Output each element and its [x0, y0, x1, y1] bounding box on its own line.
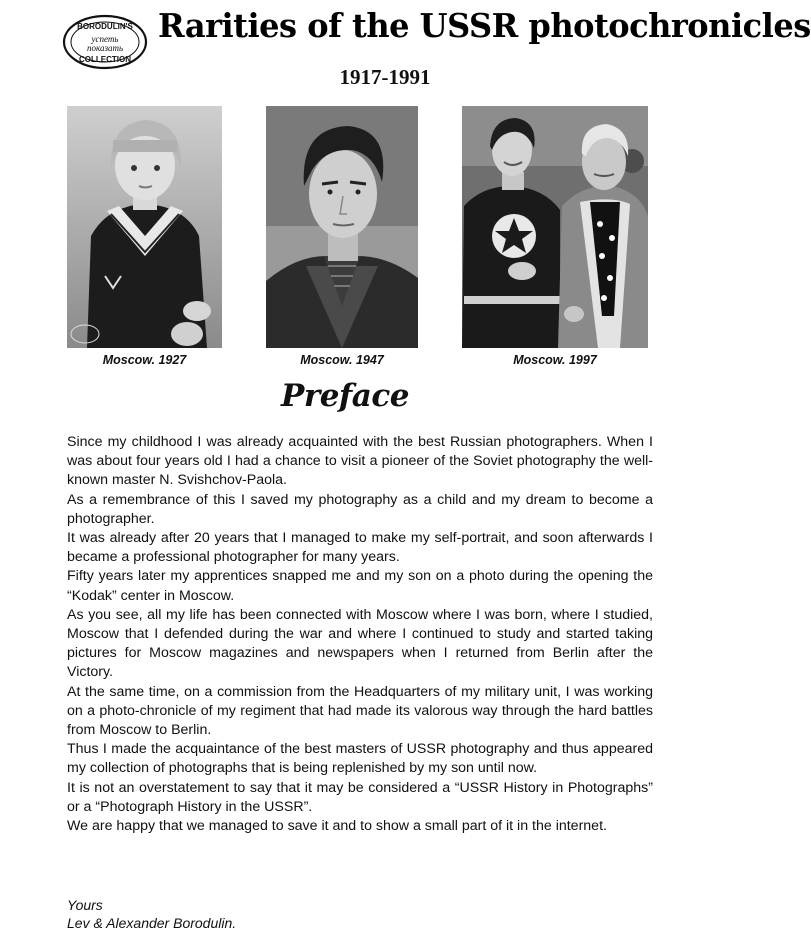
- photo-caption-1927: Moscow. 1927: [102, 353, 187, 367]
- logo-middle-text-1: успеть: [91, 34, 119, 44]
- preface-paragraph: As a remembrance of this I saved my photography as a child and my dream to become a photographer.: [67, 491, 653, 527]
- preface-paragraph: At the same time, on a commission from the Headquarters of my military unit, I was working on a photo-chronicle of my regiment that had made its valorous way through the hard battles from Moscow to Berlin.: [67, 683, 653, 739]
- photo-moscow-1997: [462, 106, 648, 348]
- collection-logo-icon: [62, 14, 148, 70]
- preface-paragraph: As you see, all my life has been connected with Moscow where I was born, where I studied, Moscow that I defended during the war and where I continued to study and started taking pictures for Moscow magazines and newspapers when I returned from Berlin after the Victory.: [67, 606, 653, 681]
- photo-moscow-1947: [266, 106, 418, 348]
- preface-body: [67, 433, 653, 836]
- signature: [67, 896, 236, 932]
- logo-bottom-text: COLLECTION: [79, 55, 131, 64]
- signature-closing: Yours: [67, 897, 103, 913]
- page-title: Rarities of the USSR photochronicles: [158, 6, 811, 45]
- photo-moscow-1927: [67, 106, 222, 348]
- logo-middle-text-2: показать: [86, 43, 124, 53]
- preface-paragraph: Fifty years later my apprentices snapped me and my son on a photo during the opening the “Kodak” center in Moscow.: [67, 568, 653, 604]
- preface-heading: Preface: [281, 378, 409, 414]
- preface-paragraph: Thus I made the acquaintance of the best masters of USSR photography and thus appeared my collection of photographs that is being replenished by my son until now.: [67, 741, 653, 777]
- preface-paragraph: It is not an overstatement to say that it may be considered a “USSR History in Photographs” or a “Photograph History in the USSR”.: [67, 779, 653, 815]
- two-men-photo-icon: [462, 106, 648, 348]
- photo-caption-1947: Moscow. 1947: [300, 353, 384, 367]
- child-portrait-photo-icon: [67, 106, 222, 348]
- signature-names: Lev & Alexander Borodulin.: [67, 915, 237, 931]
- photo-caption-1997: Moscow. 1997: [513, 353, 597, 367]
- collection-logo-stamp: [62, 14, 148, 70]
- young-man-portrait-photo-icon: [266, 106, 418, 348]
- year-range: 1917-1991: [339, 65, 431, 89]
- preface-paragraph: We are happy that we managed to save it and to show a small part of it in the internet.: [67, 818, 607, 835]
- preface-paragraph: It was already after 20 years that I managed to make my self-portrait, and soon afterwards I became a professional photographer for many years.: [67, 530, 653, 566]
- preface-paragraph: Since my childhood I was already acquainted with the best Russian photographers. When I was about four years old I had a chance to visit a pioneer of the Soviet photography the well-known master N. Svishchov-Paola.: [67, 434, 653, 489]
- logo-top-text: BORODULIN'S: [77, 22, 133, 31]
